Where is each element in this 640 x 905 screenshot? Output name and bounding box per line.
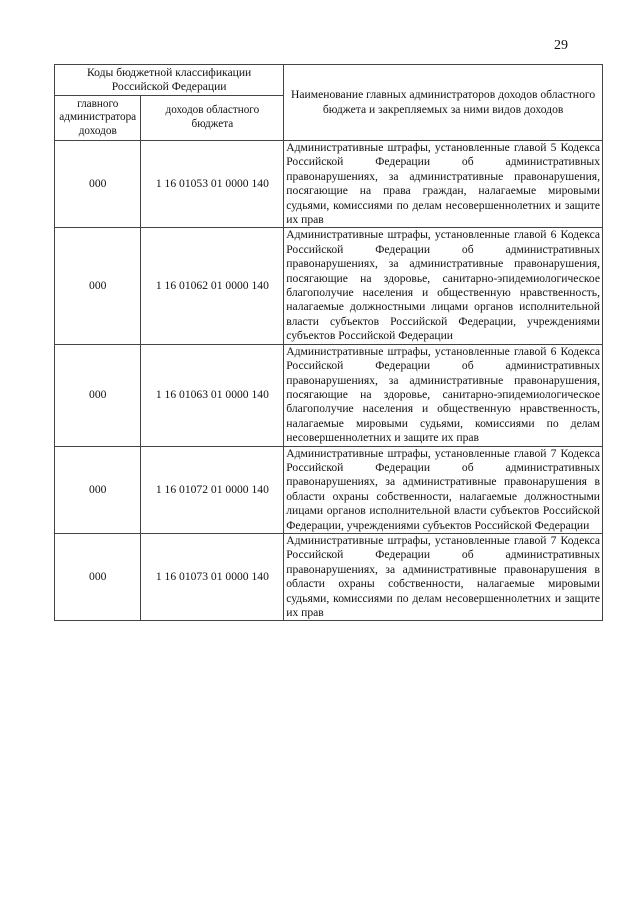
admin-code-cell: 000: [55, 344, 141, 446]
revenue-name-cell: Административные штрафы, установленные главой 6 Кодекса Российской Федерации об административных правонарушениях, за административные правонарушения, посягающие на здоровье, санитарно-эпидемиологическое благополучие населения и общественную нравственность, налагаемые должностными лицами органов исполнительной власти субъектов Российской Федерации, учреждениями субъектов Российской Федерации: [284, 228, 603, 344]
admin-code-cell: 000: [55, 533, 141, 620]
table-row: [55, 141, 603, 228]
revenue-name-cell: Административные штрафы, установленные главой 6 Кодекса Российской Федерации об административных правонарушениях, за административные правонарушения, посягающие на здоровье, санитарно-эпидемиологическое благополучие населения и общественную нравственность, налагаемые мировыми судьями, комиссиями по делам несовершеннолетних и защите их прав: [284, 344, 603, 446]
revenue-code-cell: 1 16 01073 01 0000 140: [141, 533, 284, 620]
admin-code-cell: 000: [55, 446, 141, 533]
table-header-row: [55, 65, 603, 96]
revenue-name-cell: Административные штрафы, установленные главой 7 Кодекса Российской Федерации об административных правонарушениях, за административные правонарушения в области охраны собственности, налагаемые мировыми судьями, комиссиями по делам несовершеннолетних и защите их прав: [284, 533, 603, 620]
code-column-header: доходов областного бюджета: [141, 96, 284, 141]
revenue-code-cell: 1 16 01062 01 0000 140: [141, 228, 284, 344]
codes-group-header: Коды бюджетной классификации Российской Федерации: [55, 65, 284, 96]
table-row: [55, 344, 603, 446]
name-column-header: Наименование главных администраторов доходов областного бюджета и закрепляемых за ними видов доходов: [284, 65, 603, 141]
table-row: [55, 228, 603, 344]
table-row: [55, 533, 603, 620]
revenue-code-cell: 1 16 01053 01 0000 140: [141, 141, 284, 228]
revenue-code-cell: 1 16 01063 01 0000 140: [141, 344, 284, 446]
table-row: [55, 446, 603, 533]
revenue-code-cell: 1 16 01072 01 0000 140: [141, 446, 284, 533]
admin-code-cell: 000: [55, 228, 141, 344]
budget-classification-table: [54, 64, 603, 621]
page-number: 29: [554, 38, 568, 53]
revenue-name-cell: Административные штрафы, установленные главой 7 Кодекса Российской Федерации об административных правонарушениях, за административные правонарушения в области охраны собственности, налагаемые должностными лицами органов исполнительной власти субъектов Российской Федерации, учреждениями субъектов Российской Федерации: [284, 446, 603, 533]
admin-column-header: главного администратора доходов: [55, 96, 141, 141]
admin-code-cell: 000: [55, 141, 141, 228]
revenue-name-cell: Административные штрафы, установленные главой 5 Кодекса Российской Федерации об административных правонарушениях, за административные правонарушения, посягающие на права граждан, налагаемые мировыми судьями, комиссиями по делам несовершеннолетних и защите их прав: [284, 141, 603, 228]
